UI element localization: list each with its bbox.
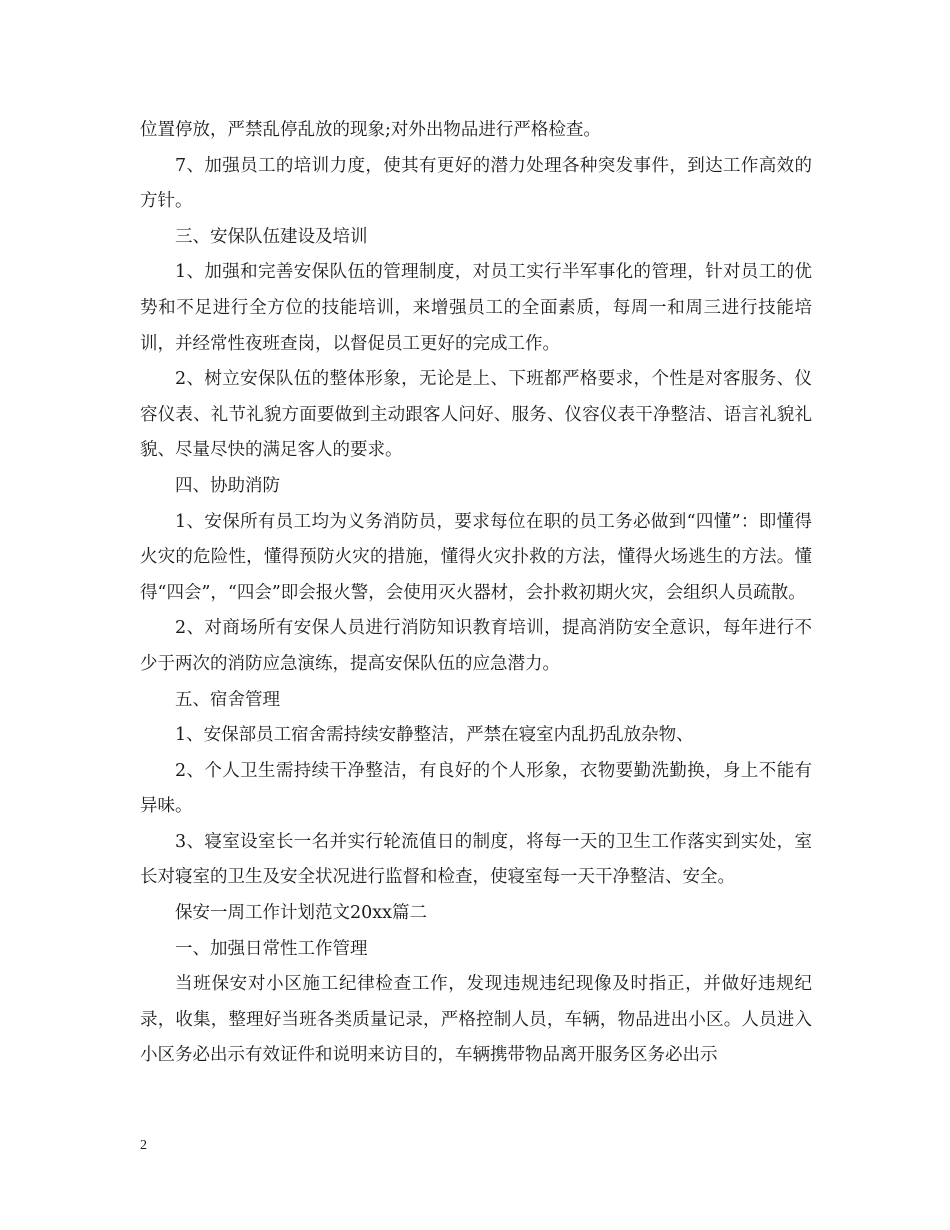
paragraph: 位置停放，严禁乱停乱放的现象;对外出物品进行严格检查。 xyxy=(140,120,601,140)
paragraph: 2、树立安保队伍的整体形象，无论是上、下班都严格要求，个性是对客服务、仪容仪表、礼节礼貌方面要做到主动跟客人问好、服务、仪容仪表干净整洁、语言礼貌礼貌、尽量尽快的满足客人的要求。 xyxy=(140,369,812,461)
paragraph: 2、对商场所有安保人员进行消防知识教育培训，提高消防安全意识，每年进行不少于两次的消防应急演练，提高安保队伍的应急潜力。 xyxy=(140,618,812,674)
section-heading: 五、宿舍管理 xyxy=(175,689,280,710)
document-body xyxy=(140,113,812,1074)
paragraph: 1、加强和完善安保队伍的管理制度，对员工实行半军事化的管理，针对员工的优势和不足进行全方位的技能培训，来增强员工的全面素质，每周一和周三进行技能培训，并经常性夜班查岗，以督促员工更好的完成工作。 xyxy=(140,262,812,354)
paragraph: 当班保安对小区施工纪律检查工作，发现违规违纪现像及时指正，并做好违规纪录，收集，整理好当班各类质量记录，严格控制人员，车辆，物品进出小区。人员进入小区务必出示有效证件和说明来访目的，车辆携带物品离开服务区务必出示 xyxy=(140,974,812,1066)
paragraph: 2、个人卫生需持续干净整洁，有良好的个人形象，衣物要勤洗勤换，身上不能有异味。 xyxy=(140,760,812,817)
section-heading: 四、协助消防 xyxy=(175,475,280,496)
paragraph: 7、加强员工的培训力度，使其有更好的潜力处理各种突发事件，到达工作高效的方针。 xyxy=(140,155,812,212)
paragraph: 1、安保部员工宿舍需持续安静整洁，严禁在寝室内乱扔乱放杂物、 xyxy=(175,725,694,746)
page-number: 2 xyxy=(140,1138,147,1153)
paragraph: 3、寝室设室长一名并实行轮流值日的制度，将每一天的卫生工作落实到实处，室长对寝室的卫生及安全状况进行监督和检查，使寝室每一天干净整洁、安全。 xyxy=(140,831,812,888)
section-heading: 一、加强日常性工作管理 xyxy=(175,938,368,959)
section-heading: 三、安保队伍建设及培训 xyxy=(175,226,368,247)
article-title: 保安一周工作计划范文20xx篇二 xyxy=(175,903,428,924)
paragraph: 1、安保所有员工均为义务消防员，要求每位在职的员工务必做到“四懂”：即懂得火灾的危险性，懂得预防火灾的措施，懂得火灾扑救的方法，懂得火场逃生的方法。懂得“四会”，“四会”即会报火警，会使用灭火器材，会扑救初期火灾，会组织人员疏散。 xyxy=(140,511,812,603)
